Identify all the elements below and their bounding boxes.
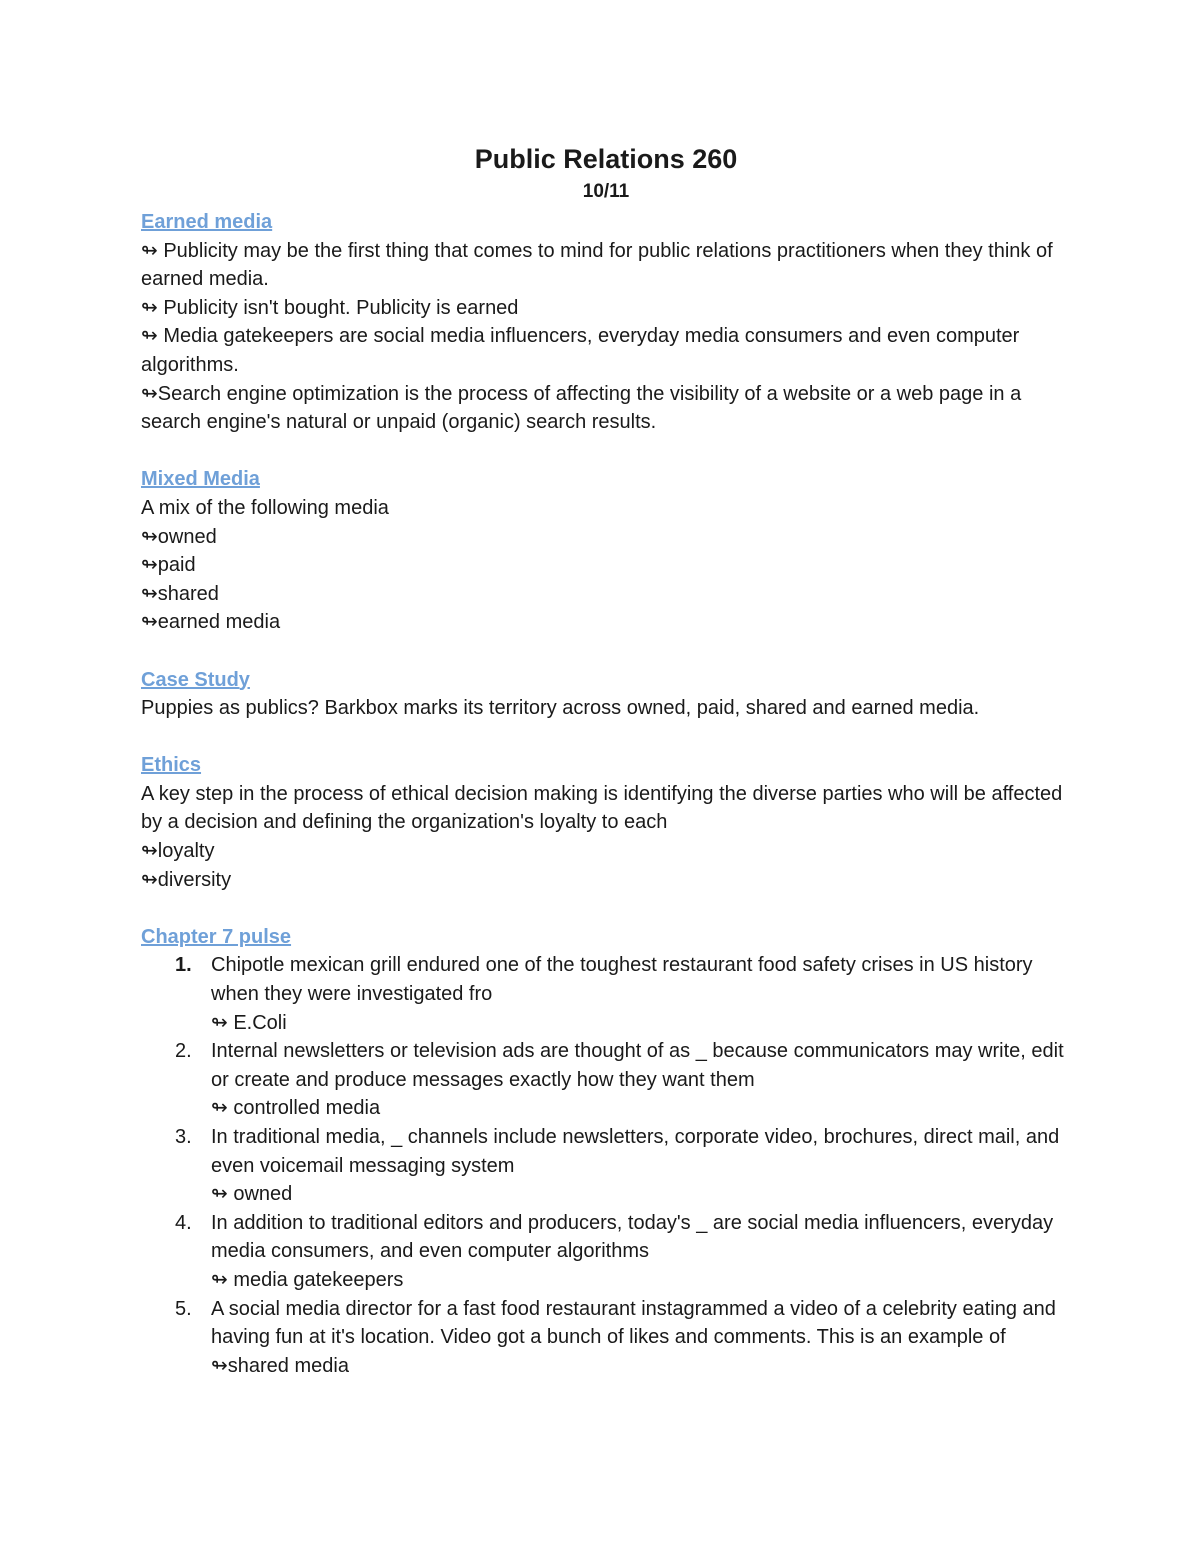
list-item-number: 3. (175, 1126, 192, 1148)
heading-mixed-media: Mixed Media (141, 468, 260, 491)
list-item-answer: ↬ E.Coli (211, 1011, 287, 1034)
ethics-line-2: ↬loyalty (141, 840, 215, 863)
heading-case-study: Case Study (141, 668, 250, 691)
list-item (141, 1123, 1071, 1209)
section-ethics (141, 751, 1071, 894)
earned-line-2: ↬ Publicity isn't bought. Publicity is earned (141, 296, 519, 319)
earned-line-1: ↬ Publicity may be the first thing that comes to mind for public relations practitioners when they think of earned media. (141, 239, 1053, 291)
list-item-answer: ↬ media gatekeepers (211, 1268, 404, 1291)
list-item-number: 2. (175, 1040, 192, 1063)
list-item-answer: ↬ controlled media (211, 1097, 381, 1120)
list-item (141, 1209, 1071, 1295)
list-item-number: 4. (175, 1211, 192, 1234)
section-case-study (141, 666, 1071, 723)
list-item-number: 5. (175, 1297, 192, 1320)
list-item-question: A social media director for a fast food restaurant instagrammed a video of a celebrity eating and having fun at it's location. Video got a bunch of likes and comments. This is an example of (211, 1297, 1056, 1349)
mixed-line-3: ↬paid (141, 554, 196, 577)
heading-ethics: Ethics (141, 754, 202, 777)
mixed-line-1: A mix of the following media (141, 496, 389, 519)
earned-line-4: ↬Search engine optimization is the process of affecting the visibility of a website or a web page in a search engine's natural or unpaid (organic) search results. (141, 382, 1022, 434)
list-item (141, 1037, 1071, 1123)
heading-earned-media: Earned media (141, 211, 273, 233)
list-item-number: 1. (175, 954, 192, 977)
earned-line-3: ↬ Media gatekeepers are social media influencers, everyday media consumers and even computer algorithms. (141, 325, 1020, 376)
ethics-line-3: ↬diversity (141, 868, 232, 891)
mixed-line-2: ↬owned (141, 525, 217, 548)
ethics-line-1: A key step in the process of ethical decision making is identifying the diverse parties who will be affected by a decision and defining the organization's loyalty to each (141, 782, 1063, 834)
list-item-question: Chipotle mexican grill endured one of the toughest restaurant food safety crises in US history when they were investigated fro (211, 954, 1033, 1006)
pulse-list (141, 951, 1071, 1380)
list-item-answer: ↬shared media (211, 1354, 349, 1377)
document-page (141, 140, 1071, 1380)
document-date: 10/11 (582, 181, 630, 202)
section-mixed-media (141, 465, 1071, 637)
document-title: Public Relations 260 (474, 144, 738, 174)
section-earned-media (141, 208, 1071, 437)
list-item (141, 1295, 1071, 1381)
list-item-answer: ↬ owned (211, 1183, 293, 1206)
list-item-question: In addition to traditional editors and producers, today's _ are social media influencers, everyday media consumers, and even computer algorithms (211, 1211, 1054, 1263)
list-item-question: Internal newsletters or television ads are thought of as _ because communicators may write, edit or create and produce messages exactly how they want them (211, 1040, 1064, 1091)
section-chapter-7-pulse (141, 923, 1071, 1381)
mixed-line-5: ↬earned media (141, 611, 281, 634)
heading-chapter-7-pulse: Chapter 7 pulse (141, 925, 292, 948)
mixed-line-4: ↬shared (141, 582, 219, 605)
case-line-1: Puppies as publics? Barkbox marks its territory across owned, paid, shared and earned media. (141, 697, 980, 720)
list-item (141, 951, 1071, 1037)
list-item-question: In traditional media, _ channels include newsletters, corporate video, brochures, direct mail, and even voicemail messaging system (211, 1126, 1060, 1177)
